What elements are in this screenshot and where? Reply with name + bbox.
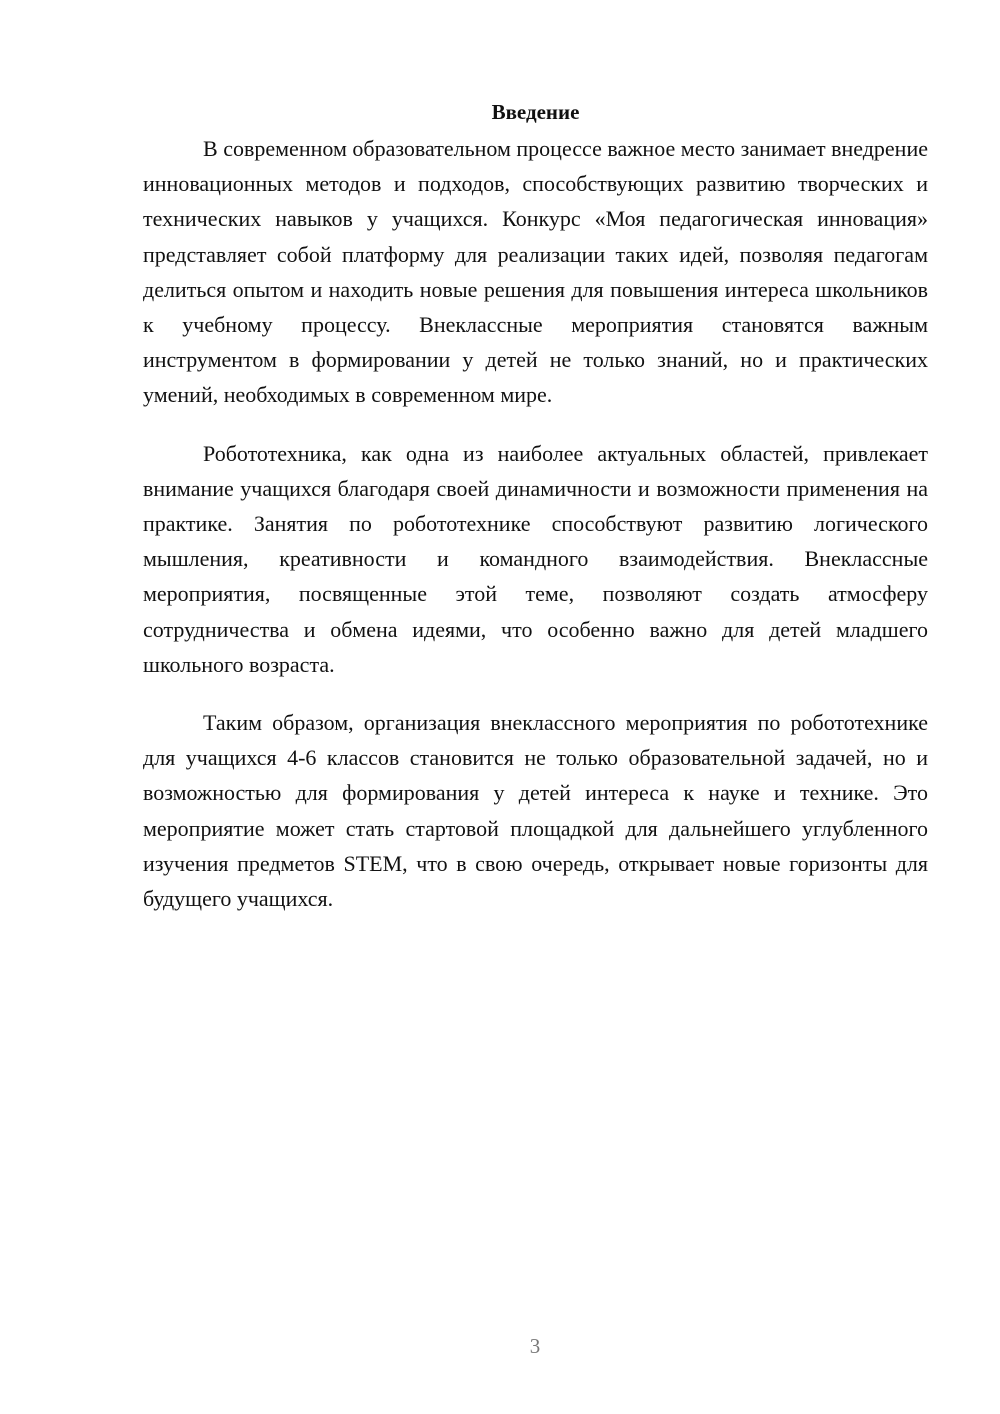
paragraph-3: Таким образом, организация внеклассного мероприятия по робототехнике для учащихся 4-6 классов становится не только образовательной задачей, но и возможностью для формирования у детей интереса к науке и технике. Это мероприятие может стать стартовой площадкой для дальнейшего углубленного изучения предметов STEM, что в свою очередь, открывает новые горизонты для будущего учащихся. (143, 710, 928, 912)
page-content (143, 96, 928, 916)
paragraph-1: В современном образовательном процессе важное место занимает внедрение инновационных методов и подходов, способствующих развитию творческих и технических навыков у учащихся. Конкурс «Моя педагогическая инновация» представляет собой платформу для реализации таких идей, позволяя педагогам делиться опытом и находить новые решения для повышения интереса школьников к учебному процессу. Внеклассные мероприятия становятся важным инструментом в формировании у детей не только знаний, но и практических умений, необходимых в современном мире. (143, 136, 928, 408)
page-number: 3 (529, 1334, 541, 1358)
section-title: Введение (491, 100, 580, 124)
paragraph-2: Робототехника, как одна из наиболее актуальных областей, привлекает внимание учащихся благодаря своей динамичности и возможности применения на практике. Занятия по робототехнике способствуют развитию логического мышления, креативности и командного взаимодействия. Внеклассные мероприятия, посвященные этой теме, позволяют создать атмосферу сотрудничества и обмена идеями, что особенно важно для детей младшего школьного возраста. (143, 440, 928, 677)
